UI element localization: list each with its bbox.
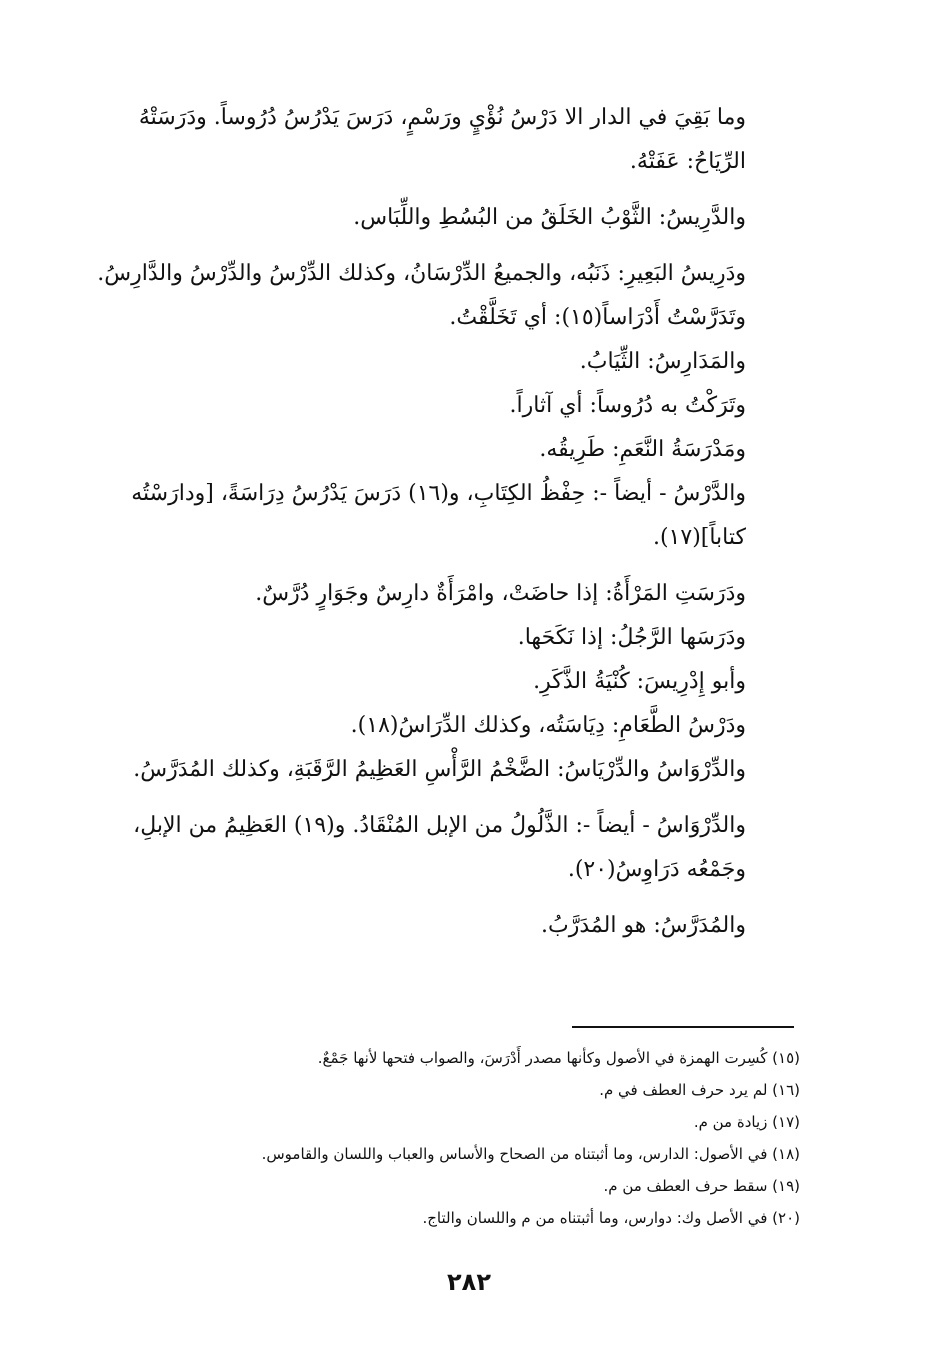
- footnote-16: (١٦) لم يرد حرف العطف في م.: [599, 1081, 800, 1099]
- paragraph-darasaha: ودَرَسَها الرَّجُلُ: إذا نَكَحَها.: [517, 625, 746, 650]
- footnote-17: (١٧) زيادة من م.: [693, 1113, 800, 1131]
- paragraph-durus: وما بَقِيَ في الدار الا دَرْسُ نُؤْيٍ ورَسْمٍ، دَرَسَ يَدْرُسُ دُرُوساً. ودَرَسَتْهُ الرِّيَاحُ: عَفَتْهُ.: [138, 105, 746, 174]
- paragraph-madaris: والمَدَارِسُ: الثِّيَابُ.: [579, 349, 746, 374]
- paragraph-madrasat-naam: ومَدْرَسَةُ النَّعَمِ: طَرِيقُه.: [539, 437, 746, 462]
- footnotes: [120, 1042, 800, 1234]
- paragraph-tadarrastu: وتَدَرَّسْتُ أَدْرَاساً(١٥): أي تَخَلَّقْتُ.: [449, 305, 746, 330]
- paragraph-darees: والدَّرِيسُ: الثَّوْبُ الخَلَقُ من البُسُطِ واللِّبَاس.: [353, 205, 746, 230]
- footnote-15: (١٥) كُسِرت الهمزة في الأصول وكأنها مصدر أَدْرَسَ، والصواب فتحها لأنها جَمْعٌ.: [317, 1049, 800, 1067]
- footnote-divider: [572, 1026, 794, 1028]
- paragraph-dars-hifz: والدَّرْسُ - أيضاً -: حِفْظُ الكِتَابِ، و(١٦) دَرَسَ يَدْرُسُ دِرَاسَةً، [ودارَسْتُه كتاباً](١٧).: [131, 481, 746, 550]
- footnote-20: (٢٠) في الأصل وك: دوارس، وما أثبتناه من م واللسان والتاج.: [422, 1209, 800, 1227]
- paragraph-abu-idris: وأبو إِدْرِيسَ: كُنْيَةُ الذَّكَرِ.: [533, 669, 746, 694]
- paragraph-taraktu: وتَرَكْتُ به دُرُوساً: أي آثاراً.: [509, 393, 746, 418]
- paragraph-darasat-marah: ودَرَسَتِ المَرْأَةُ: إذا حاضَتْ، وامْرَأَةٌ دارِسٌ وجَوَارٍ دُرَّسٌ.: [255, 581, 746, 606]
- paragraph-darees-baeer: ودَرِيسُ البَعِيرِ: ذَنَبُه، والجميعُ الدِّرْسَانُ، وكذلك الدِّرْسُ والدِّرْسُ والدَّارِسُ.: [97, 261, 746, 286]
- footnote-19: (١٩) سقط حرف العطف من م.: [603, 1177, 800, 1195]
- footnote-18: (١٨) في الأصول: الدارس، وما أثبتناه من الصحاح والأساس والعباب واللسان والقاموس.: [261, 1145, 800, 1163]
- paragraph-dirwas: والدِّرْوَاسُ والدِّرْيَاسُ: الضَّخْمُ الرَّأْسِ العَظِيمُ الرَّقَبَةِ، وكذلك المُدَرَّسُ.: [133, 757, 746, 782]
- paragraph-mudarras: والمُدَرَّسُ: هو المُدَرَّبُ.: [541, 913, 746, 938]
- paragraph-dirwas-ibil: والدِّرْوَاسُ - أيضاً -: الذَّلُولُ من الإبل المُنْقَادُ. و(١٩) العَظِيمُ من الإبلِ، وجَمْعُه دَرَاوِسُ(٢٠).: [133, 813, 746, 882]
- paragraph-dars-taam: ودَرْسُ الطَّعَامِ: دِيَاسَتُه، وكذلك الدِّرَاسُ(١٨).: [350, 713, 746, 738]
- body-text: [80, 96, 810, 948]
- page-number: ٢٨٢: [447, 1268, 491, 1296]
